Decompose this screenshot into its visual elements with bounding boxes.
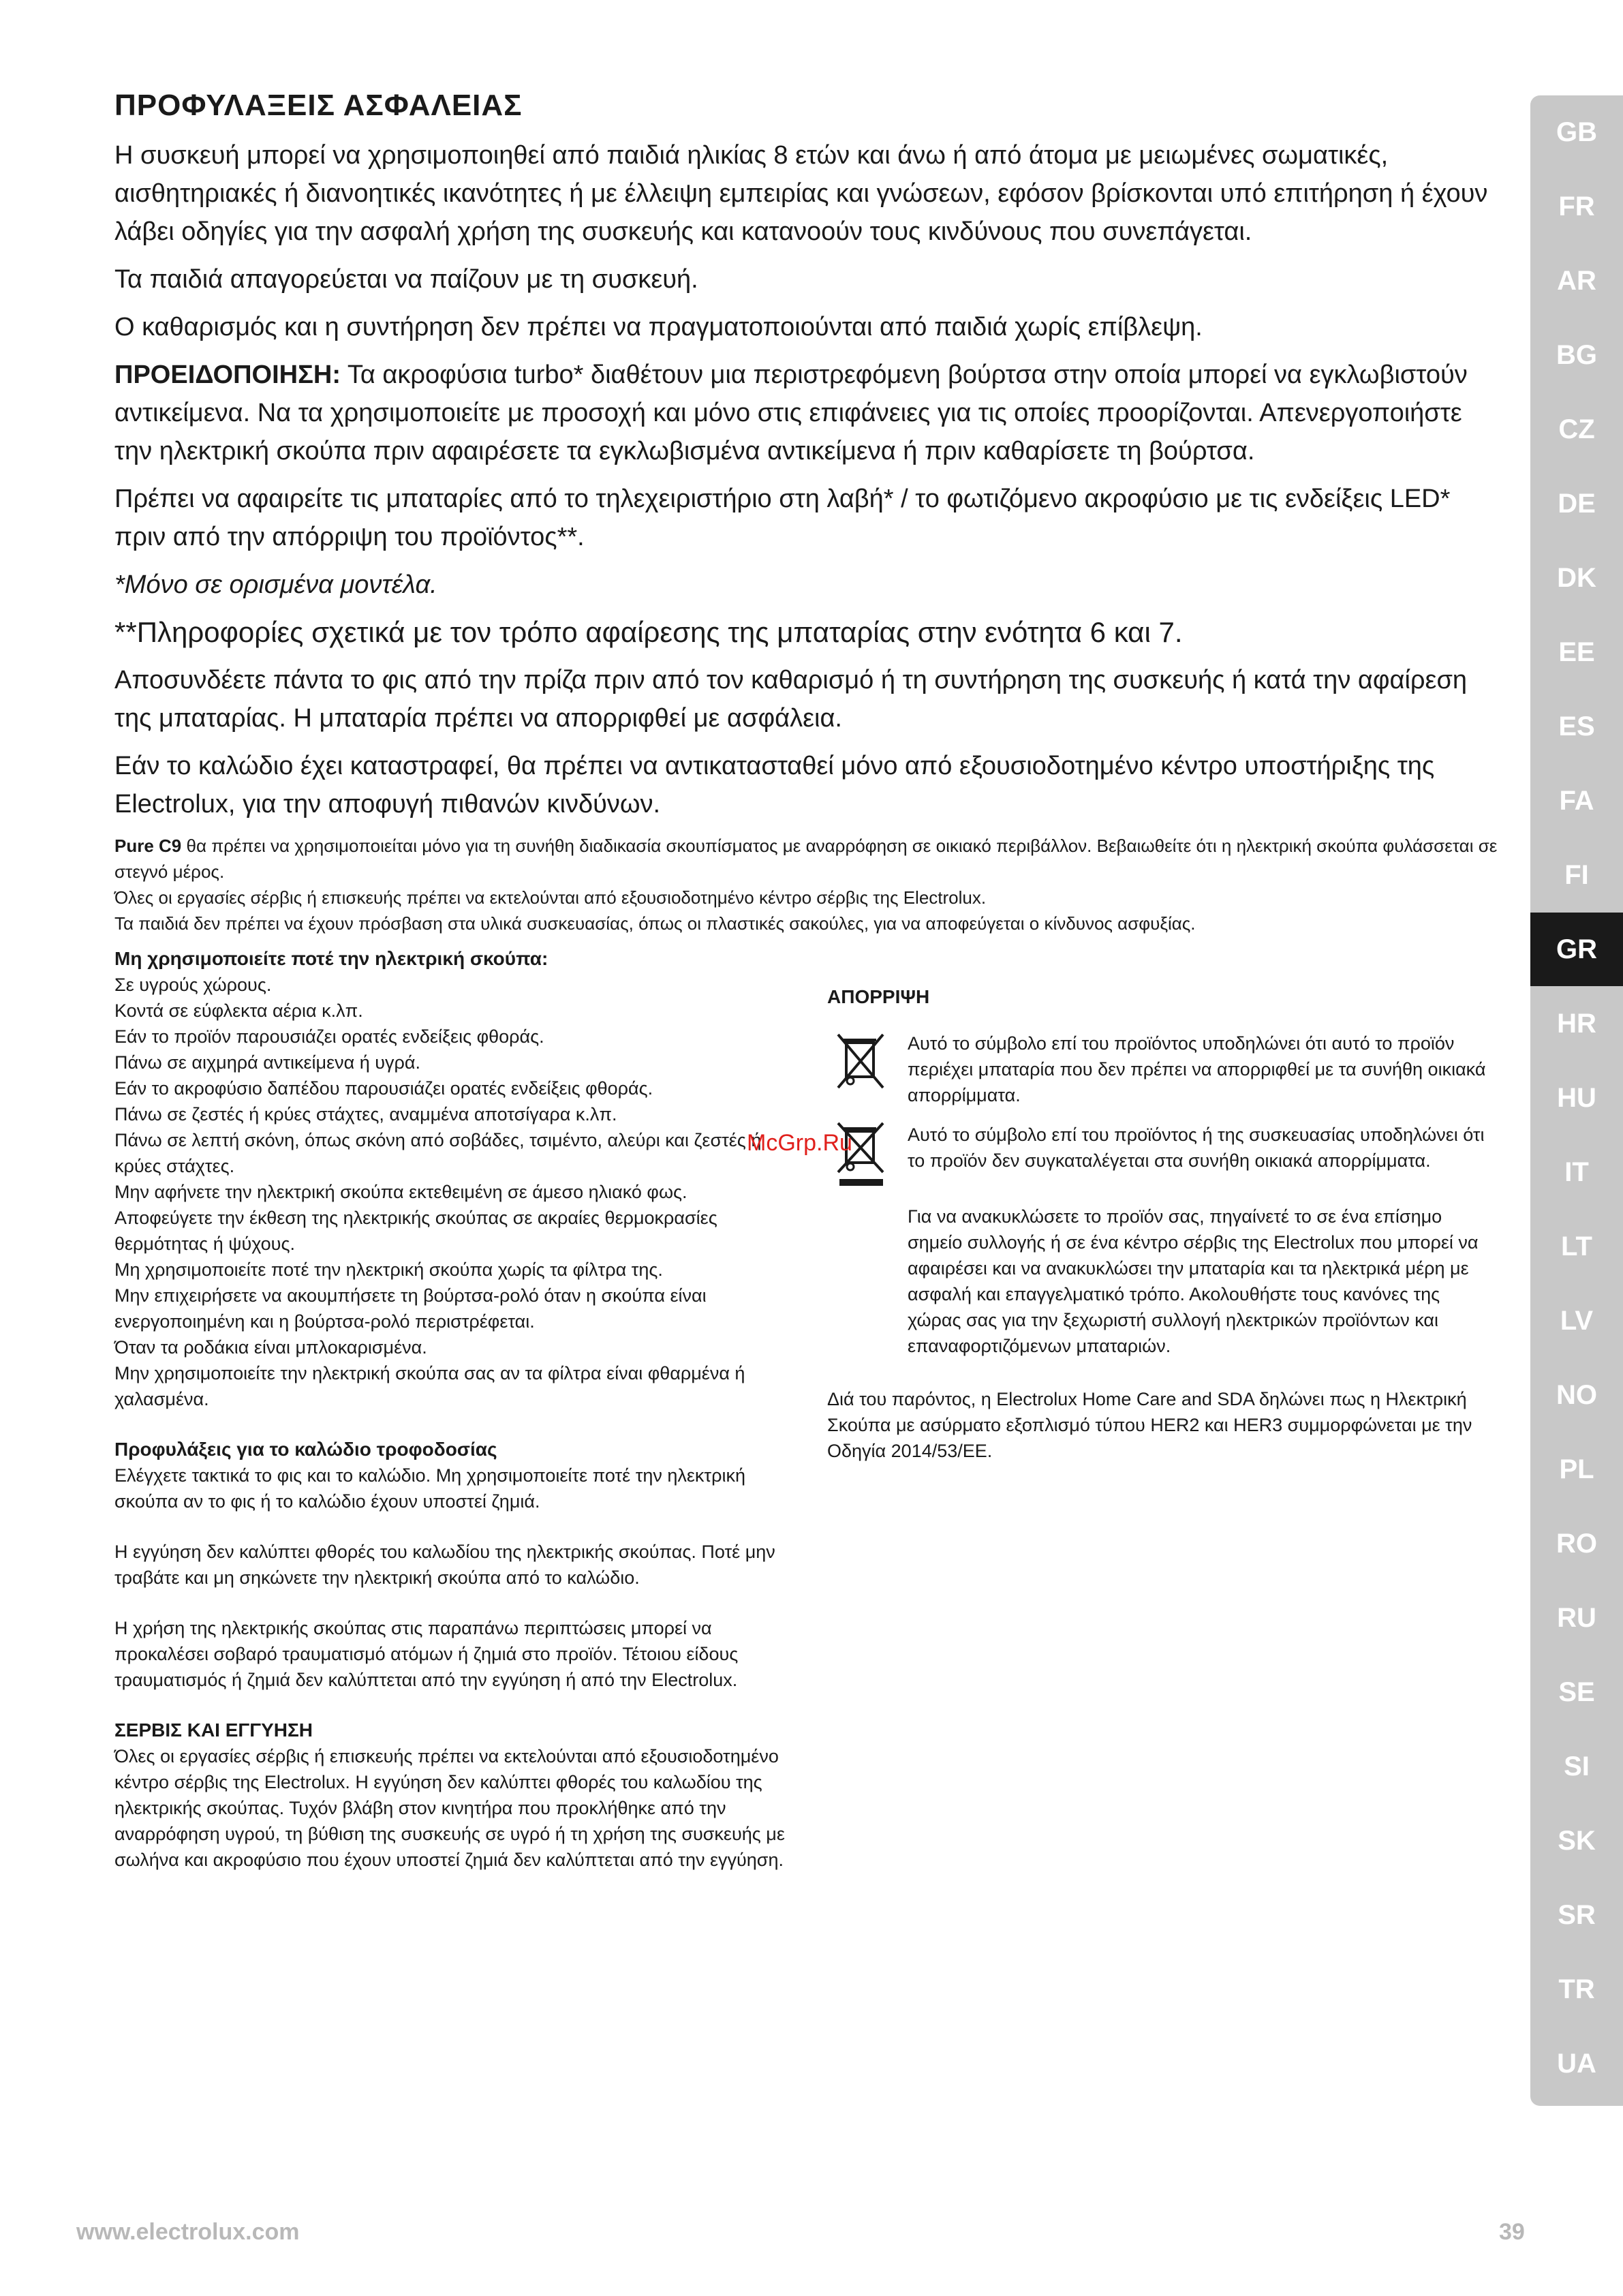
disposal-heading: ΑΠΟΡΡΙΨΗ [827, 986, 930, 1007]
paragraph: Τα παιδιά απαγορεύεται να παίζουν με τη συσκευή. [114, 265, 698, 294]
list-item: Σε υγρούς χώρους. [114, 975, 272, 995]
tab-ar[interactable]: AR [1557, 266, 1596, 296]
footnote: *Μόνο σε ορισμένα μοντέλα. [114, 570, 437, 599]
tab-no[interactable]: NO [1556, 1380, 1597, 1410]
paragraph: Η συσκευή μπορεί να χρησιμοποιηθεί από παιδιά ηλικίας 8 ετών και άνω ή από άτομα με μειωμένες σωματικές, αισθητηριακές ή διανοητικές ικανότητες ή με έλλειψη εμπειρίας και γνώσεων, εφόσον βρίσκονται υπό επιτήρηση ή έχουν λάβει οδηγίες για την ασφαλή χρήση της συσκευής και κατανοούν τους κινδύνους που συνεπάγεται. [114, 141, 1488, 246]
product-disposal-item [827, 1122, 1495, 1190]
recycle-text: Για να ανακυκλώσετε το προϊόν σας, πηγαίνετέ το σε ένα επίσημο σημείο συλλογής ή σε ένα κέντρο σέρβις της Electrolux που μπορεί να αφαιρέσει και να ανακυκλώσει την μπαταρία και τα ηλεκτρικά μέρη με ασφαλή και επαγγελματικό τρόπο. Ακολουθήστε τους κανόνες της χώρας σας για την ξεχωριστή συλλογή ηλεκτρικών προϊόντων και επαναφορτιζόμενων μπαταριών. [908, 1206, 1479, 1356]
tab-lt[interactable]: LT [1561, 1231, 1592, 1261]
tab-ua[interactable]: UA [1557, 2049, 1596, 2079]
tab-pl[interactable]: PL [1559, 1454, 1594, 1484]
tab-fr[interactable]: FR [1558, 192, 1595, 221]
language-tabs [1530, 95, 1623, 2106]
tab-lv[interactable]: LV [1560, 1306, 1594, 1336]
page-number: 39 [1499, 2219, 1525, 2245]
tab-bg[interactable]: BG [1556, 340, 1597, 370]
disposal-text: Αυτό το σύμβολο επί του προϊόντος ή της συσκευασίας υποδηλώνει ότι το προϊόν δεν συγκαταλέγεται στα συνήθη οικιακά απορρίμματα. [908, 1124, 1485, 1171]
warning-text: Τα ακροφύσια turbo* διαθέτουν μια περιστρεφόμενη βούρτσα στην οποία μπορεί να εγκλωβιστούν αντικείμενα. Να τα χρησιμοποιείτε με προσοχή και μόνο στις επιφάνειες για τις οποίες προορίζονται. Απενεργοποιήστε την ηλεκτρική σκούπα πριν αφαιρέσετε τα εγκλωβισμένα αντικείμενα ή πριν καθαρίσετε τη βούρτσα. [114, 361, 1468, 465]
tab-fa[interactable]: FA [1559, 786, 1594, 816]
small-paragraph: Όλες οι εργασίες σέρβις ή επισκευής πρέπει να εκτελούνται από εξουσιοδοτημένο κέντρο σέρβις της Electrolux. [114, 887, 987, 908]
watermark: McGrp.Ru [747, 1130, 852, 1156]
tab-dk[interactable]: DK [1557, 563, 1596, 593]
never-use-heading: Μη χρησιμοποιείτε ποτέ την ηλεκτρική σκούπα: [114, 948, 548, 969]
declaration-text: Διά του παρόντος, η Electrolux Home Care and SDA δηλώνει πως η Ηλεκτρική Σκούπα με ασύρματο εξοπλισμό τύπου HER2 και HER3 συμμορφώνεται με την Οδηγία 2014/53/ΕΕ. [827, 1389, 1472, 1461]
tab-gr[interactable]: GR [1530, 913, 1623, 986]
list-item: Πάνω σε ζεστές ή κρύες στάχτες, αναμμένα αποτσίγαρα κ.λπ. [114, 1104, 617, 1124]
paragraph: Πρέπει να αφαιρείτε τις μπαταρίες από το τηλεχειριστήριο στη λαβή* / το φωτιζόμενο ακροφύσιο με τις ενδείξεις LED* πριν από την απόρριψη του προϊόντος**. [114, 485, 1451, 551]
injury-text: Η χρήση της ηλεκτρικής σκούπας στις παραπάνω περιπτώσεις μπορεί να προκαλέσει σοβαρό τραυματισμό ατόμων ή ζημιά στο προϊόν. Τέτοιου είδους τραυματισμός ή ζημιά δεν καλύπτεται από την εγγύηση ή από την Electrolux. [114, 1618, 739, 1690]
tab-si[interactable]: SI [1564, 1751, 1590, 1781]
tab-es[interactable]: ES [1558, 711, 1595, 741]
paragraph: Εάν το καλώδιο έχει καταστραφεί, θα πρέπει να αντικατασταθεί μόνο από εξουσιοδοτημένο κέντρο υποστήριξης της Electrolux, για την αποφυγή πιθανών κινδύνων. [114, 752, 1435, 818]
model-name: Pure C9 [114, 836, 182, 856]
right-column [827, 984, 1495, 1464]
tab-hu[interactable]: HU [1557, 1083, 1596, 1113]
section-title: ΠΡΟΦΥΛΑΞΕΙΣ ΑΣΦΑΛΕΙΑΣ [114, 89, 523, 122]
tab-gb[interactable]: GB [1556, 117, 1597, 147]
service-heading: ΣΕΡΒΙΣ ΚΑΙ ΕΓΓΥΗΣΗ [114, 1719, 313, 1741]
list-item: Μη χρησιμοποιείτε ποτέ την ηλεκτρική σκούπα χωρίς τα φίλτρα της. [114, 1259, 663, 1280]
paragraph: Ο καθαρισμός και η συντήρηση δεν πρέπει να πραγματοποιούνται από παιδιά χωρίς επίβλεψη. [114, 313, 1203, 341]
list-item: Μην αφήνετε την ηλεκτρική σκούπα εκτεθειμένη σε άμεσο ηλιακό φως. [114, 1182, 687, 1202]
warning-paragraph [114, 356, 1498, 470]
list-item: Πάνω σε αιχμηρά αντικείμενα ή υγρά. [114, 1052, 420, 1073]
tab-hr[interactable]: HR [1557, 1009, 1596, 1039]
list-item: Όταν τα ροδάκια είναι μπλοκαρισμένα. [114, 1337, 427, 1358]
battery-note: **Πληροφορίες σχετικά με τον τρόπο αφαίρεσης της μπαταρίας στην ενότητα 6 και 7. [114, 616, 1183, 648]
safety-section [114, 89, 1498, 936]
warning-label: ΠΡΟΕΙΔΟΠΟΙΗΣΗ: [114, 361, 341, 389]
paragraph: Αποσυνδέετε πάντα το φις από την πρίζα πριν από τον καθαρισμό ή τη συντήρηση της συσκευής ή κατά την αφαίρεση της μπαταρίας. Η μπαταρία πρέπει να απορριφθεί με ασφάλεια. [114, 666, 1468, 733]
battery-disposal-item [827, 1030, 1495, 1108]
crossed-bin-icon [834, 1030, 888, 1092]
small-paragraph [114, 833, 1498, 885]
list-item: Μην χρησιμοποιείτε την ηλεκτρική σκούπα σας αν τα φίλτρα είναι φθαρμένα ή χαλασμένα. [114, 1363, 745, 1409]
list-item: Κοντά σε εύφλεκτα αέρια κ.λπ. [114, 1000, 363, 1021]
tab-tr[interactable]: TR [1558, 1974, 1595, 2004]
list-item: Μην επιχειρήσετε να ακουμπήσετε τη βούρτσα-ρολό όταν η σκούπα είναι ενεργοποιημένη και η βούρτσα-ρολό περιστρέφεται. [114, 1285, 707, 1332]
tab-ee[interactable]: EE [1558, 637, 1595, 667]
tab-cz[interactable]: CZ [1558, 414, 1595, 444]
list-item: Εάν το ακροφύσιο δαπέδου παρουσιάζει ορατές ενδείξεις φθοράς. [114, 1078, 653, 1099]
tab-it[interactable]: IT [1564, 1157, 1589, 1187]
left-column [114, 946, 796, 1873]
tab-ru[interactable]: RU [1557, 1603, 1596, 1633]
service-text: Όλες οι εργασίες σέρβις ή επισκευής πρέπει να εκτελούνται από εξουσιοδοτημένο κέντρο σέρβις της Electrolux. Η εγγύηση δεν καλύπτει φθορές του καλωδίου της ηλεκτρικής σκούπας. Τυχόν βλάβη στον κινητήρα που προκλήθηκε από την αναρρόφηση υγρού, τη βύθιση της συσκευής σε υγρό ή τη χρήση της συσκευής με σωλήνα και ακροφύσιο που έχουν υποστεί ζημιά δεν καλύπτεται από την εγγύηση. [114, 1746, 785, 1870]
tab-sr[interactable]: SR [1558, 1900, 1596, 1930]
never-use-list [114, 972, 796, 1412]
cable-heading: Προφυλάξεις για το καλώδιο τροφοδοσίας [114, 1439, 497, 1460]
tab-ro[interactable]: RO [1556, 1529, 1597, 1559]
footer-url[interactable]: www.electrolux.com [76, 2219, 300, 2245]
disposal-text: Αυτό το σύμβολο επί του προϊόντος υποδηλώνει ότι αυτό το προϊόν περιέχει μπαταρία που δεν πρέπει να απορριφθεί με τα συνήθη οικιακά απορρίμματα. [908, 1033, 1486, 1105]
warranty-text: Η εγγύηση δεν καλύπτει φθορές του καλωδίου της ηλεκτρικής σκούπας. Ποτέ μην τραβάτε και μη σηκώνετε την ηλεκτρική σκούπα από το καλώδιο. [114, 1542, 775, 1588]
tab-de[interactable]: DE [1558, 489, 1596, 519]
small-paragraph: Τα παιδιά δεν πρέπει να έχουν πρόσβαση στα υλικά συσκευασίας, όπως οι πλαστικές σακούλες, για να αποφεύγεται ο κίνδυνος ασφυξίας. [114, 913, 1196, 934]
list-item: Εάν το προϊόν παρουσιάζει ορατές ενδείξεις φθοράς. [114, 1026, 544, 1047]
cable-text: Ελέγχετε τακτικά το φις και το καλώδιο. Μη χρησιμοποιείτε ποτέ την ηλεκτρική σκούπα αν το φις ή το καλώδιο έχουν υποστεί ζημιά. [114, 1465, 745, 1512]
tab-sk[interactable]: SK [1558, 1826, 1596, 1856]
small-text: θα πρέπει να χρησιμοποιείται μόνο για τη συνήθη διαδικασία σκουπίσματος με αναρρόφηση σε οικιακό περιβάλλον. Βεβαιωθείτε ότι η ηλεκτρική σκούπα φυλάσσεται σε στεγνό μέρος. [114, 836, 1498, 882]
tab-fi[interactable]: FI [1564, 860, 1589, 890]
list-item: Πάνω σε λεπτή σκόνη, όπως σκόνη από σοβάδες, τσιμέντο, αλεύρι και ζεστές ή κρύες στάχτες. [114, 1130, 762, 1176]
list-item: Αποφεύγετε την έκθεση της ηλεκτρικής σκούπας σε ακραίες θερμοκρασίες θερμότητας ή ψύχους. [114, 1208, 717, 1254]
tab-se[interactable]: SE [1558, 1677, 1595, 1707]
